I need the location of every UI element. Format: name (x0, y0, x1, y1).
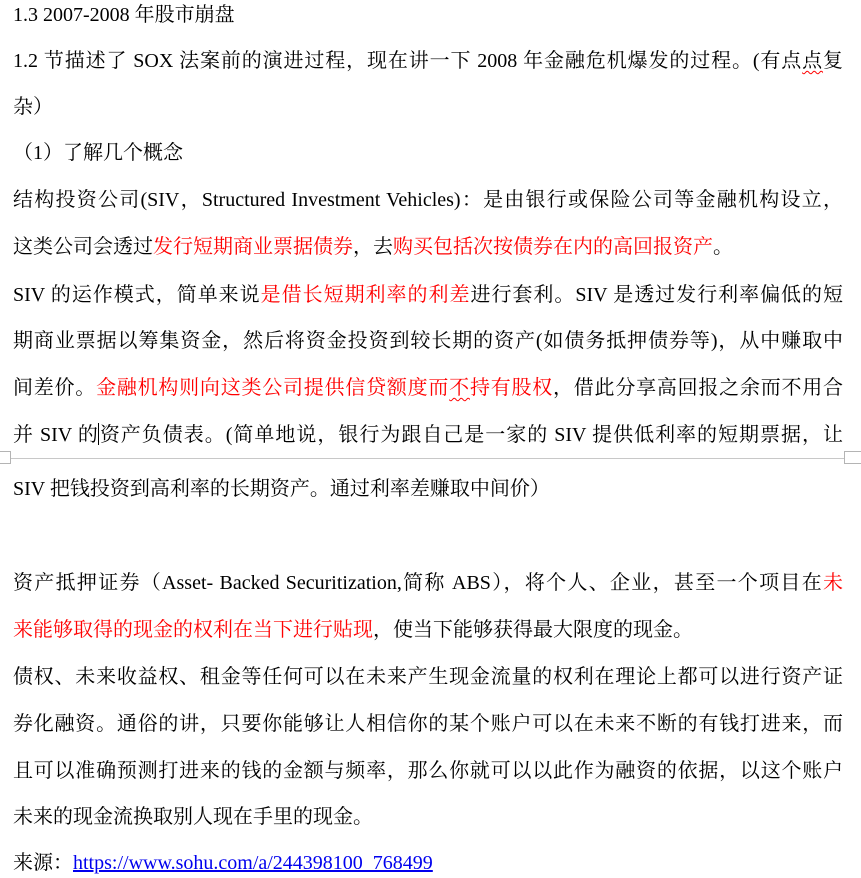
siv-model-line-2 (13, 326, 843, 356)
abs-explain-line-3 (13, 756, 843, 786)
source-link[interactable]: https://www.sohu.com/a/244398100_768499 (73, 852, 433, 874)
paragraph-text: 进行套利。SIV 是透过发行利率偏低的短 (470, 284, 844, 306)
abs-explain-line-1 (13, 662, 843, 692)
paragraph-text: ，借此分享高回报之余而不用合 (553, 377, 844, 399)
paragraph-text: 且可以准确预测打进来的钱的金额与频率，那么你就可以以此作为融资的依据，以这个账户 (13, 760, 843, 782)
source-line (13, 848, 843, 878)
page-break-divider (0, 458, 861, 459)
section-heading (13, 0, 843, 30)
page-corner-marker-right (844, 451, 861, 464)
paragraph-text: 期商业票据以筹集资金，然后将资金投资到较长期的资产(如债务抵押债券等)，从中赚取中 (13, 330, 843, 352)
page-corner-marker-left (0, 451, 11, 464)
spellcheck-squiggle[interactable]: 不 (449, 377, 470, 399)
paragraph-text: 并 SIV 的 (13, 424, 99, 446)
paragraph-text: 。 (713, 236, 733, 258)
highlighted-text: 发行短期商业票据债券 (153, 236, 353, 258)
paragraph-text: 间差价。 (13, 377, 97, 399)
abs-def-line-2 (13, 615, 843, 645)
highlighted-text: 是借长短期利率的利差 (260, 284, 471, 306)
intro-line-1 (13, 46, 843, 76)
highlighted-text: 持有股权 (469, 377, 554, 399)
intro-text: 1.2 节描述了 SOX 法案前的演进过程，现在讲一下 2008 年金融危机爆发的过程。(有点 (13, 50, 803, 72)
source-label: 来源： (13, 852, 73, 874)
siv-model-line-3 (13, 373, 843, 403)
abs-explain-line-4 (13, 802, 843, 832)
highlighted-text: 来能够取得的现金的权利在当下进行贴现 (13, 619, 373, 641)
section-subtitle (13, 138, 843, 168)
paragraph-text: SIV 把钱投资到高利率的长期资产。通过利率差赚取中间价） (13, 478, 550, 500)
paragraph-text: 结构投资公司(SIV，Structured Investment Vehicles)：是由银行或保险公司等金融机构设立， (13, 189, 843, 211)
heading-text: 1.3 2007-2008 年股市崩盘 (13, 4, 235, 26)
paragraph-text: ，使当下能够获得最大限度的现金。 (373, 619, 693, 641)
siv-model-line-1 (13, 280, 843, 310)
intro-text-tail: 复 (823, 50, 844, 72)
subtitle-text: （1）了解几个概念 (13, 142, 183, 164)
highlighted-text: 购买包括次按债券在内的高回报资产 (393, 236, 713, 258)
intro-text: 杂） (13, 96, 53, 118)
siv-def-line-1 (13, 185, 843, 215)
abs-explain-line-2 (13, 709, 843, 739)
siv-def-line-2 (13, 232, 843, 262)
paragraph-text: SIV 的运作模式，简单来说 (13, 284, 261, 306)
paragraph-text: 未来的现金流换取别人现在手里的现金。 (13, 806, 373, 828)
highlighted-text: 金融机构则向这类公司提供信贷额度而 (96, 377, 450, 399)
highlighted-text: 未 (823, 572, 843, 594)
siv-model-line-4 (13, 420, 843, 450)
spellcheck-squiggle[interactable]: 点 (802, 50, 824, 72)
abs-def-line-1 (13, 568, 843, 598)
paragraph-text: 这类公司会透过 (13, 236, 153, 258)
paragraph-text: 券化融资。通俗的讲，只要你能够让人相信你的某个账户可以在未来不断的有钱打进来，而 (13, 713, 843, 735)
paragraph-text: 资产抵押证券（Asset- Backed Securitization,简称 ABS），将个人、企业，甚至一个项目在 (13, 572, 823, 594)
paragraph-text: 债权、未来收益权、租金等任何可以在未来产生现金流量的权利在理论上都可以进行资产证 (13, 666, 843, 688)
intro-line-2 (13, 92, 843, 122)
paragraph-text: 资产负债表。(简单地说，银行为跟自己是一家的 SIV 提供低利率的短期票据，让 (98, 424, 843, 446)
paragraph-text: ，去 (353, 236, 393, 258)
siv-model-line-5 (13, 474, 843, 504)
